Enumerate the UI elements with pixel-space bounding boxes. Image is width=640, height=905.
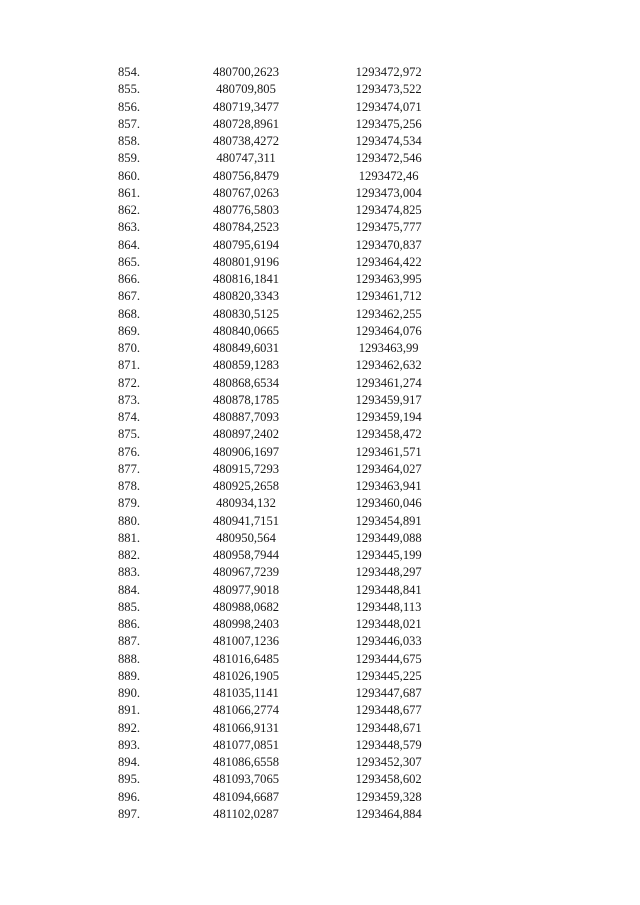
- x-coordinate-cell: 480906,1697: [212, 444, 280, 459]
- x-coordinate-cell: 480840,0665: [212, 323, 280, 338]
- point-number-cell: 886.: [118, 617, 141, 631]
- table-row: [100, 357, 460, 374]
- y-coordinate-cell: 1293448,677: [355, 703, 422, 718]
- x-coordinate-cell: 480816,1841: [212, 272, 280, 286]
- x-coordinate-cell: 480878,1785: [212, 392, 280, 407]
- coordinate-table-body: [100, 64, 460, 823]
- x-coordinate-cell: 480747,311: [216, 151, 276, 166]
- y-coordinate-cell: 1293464,884: [355, 806, 422, 821]
- y-coordinate-cell: 1293461,571: [355, 444, 422, 459]
- coordinate-table: [100, 64, 460, 823]
- y-coordinate-cell: 1293458,602: [355, 772, 422, 787]
- y-coordinate-cell: 1293463,995: [355, 272, 422, 286]
- x-coordinate-cell: 481016,6485: [212, 651, 280, 666]
- table-row: [100, 271, 460, 288]
- table-row: [100, 375, 460, 392]
- x-coordinate-cell: 481026,1905: [212, 668, 280, 683]
- point-number-cell: 897.: [118, 806, 141, 821]
- y-coordinate-cell: 1293449,088: [355, 530, 422, 545]
- x-coordinate-cell: 481077,0851: [212, 737, 280, 752]
- x-coordinate-cell: 480719,3477: [212, 99, 280, 114]
- x-coordinate-cell: 480950,564: [216, 530, 276, 545]
- y-coordinate-cell: 1293448,841: [355, 582, 422, 597]
- x-coordinate-cell: 480756,8479: [212, 168, 280, 183]
- y-coordinate-cell: 1293448,297: [355, 565, 422, 580]
- x-coordinate-cell: 481094,6687: [212, 789, 280, 804]
- y-coordinate-cell: 1293448,579: [355, 737, 422, 752]
- x-coordinate-cell: 480784,2523: [212, 220, 280, 235]
- point-number-cell: 892.: [118, 720, 141, 735]
- x-coordinate-cell: 480709,805: [216, 82, 276, 97]
- point-number-cell: 885.: [118, 599, 141, 614]
- y-coordinate-cell: 1293458,472: [355, 427, 422, 442]
- table-row: [100, 547, 460, 564]
- point-number-cell: 867.: [118, 289, 141, 304]
- point-number-cell: 882.: [118, 548, 141, 562]
- y-coordinate-cell: 1293462,255: [355, 306, 422, 321]
- point-number-cell: 869.: [118, 323, 141, 338]
- point-number-cell: 878.: [118, 479, 141, 493]
- table-row: [100, 633, 460, 650]
- table-row: [100, 513, 460, 530]
- table-row: [100, 720, 460, 737]
- x-coordinate-cell: 480887,7093: [212, 410, 280, 424]
- y-coordinate-cell: 1293470,837: [355, 237, 422, 252]
- point-number-cell: 871.: [118, 358, 141, 373]
- x-coordinate-cell: 480795,6194: [212, 237, 280, 252]
- point-number-cell: 876.: [118, 444, 141, 459]
- table-row: [100, 168, 460, 185]
- x-coordinate-cell: 481086,6558: [212, 755, 280, 769]
- point-number-cell: 854.: [118, 65, 141, 79]
- y-coordinate-cell: 1293464,027: [355, 461, 422, 476]
- x-coordinate-cell: 480820,3343: [212, 289, 280, 304]
- table-row: [100, 185, 460, 202]
- x-coordinate-cell: 481066,2774: [212, 703, 280, 718]
- point-number-cell: 894.: [118, 755, 141, 769]
- table-row: [100, 771, 460, 788]
- y-coordinate-cell: 1293474,534: [355, 134, 422, 148]
- table-row: [100, 288, 460, 305]
- point-number-cell: 887.: [118, 634, 141, 649]
- point-number-cell: 874.: [118, 410, 141, 424]
- point-number-cell: 895.: [118, 772, 141, 787]
- point-number-cell: 891.: [118, 703, 141, 718]
- point-number-cell: 888.: [118, 651, 141, 666]
- x-coordinate-cell: 480934,132: [216, 496, 276, 511]
- x-coordinate-cell: 480967,7239: [212, 565, 280, 580]
- table-row: [100, 219, 460, 236]
- x-coordinate-cell: 480868,6534: [212, 375, 280, 390]
- point-number-cell: 862.: [118, 203, 141, 217]
- x-coordinate-cell: 481102,0287: [213, 806, 279, 821]
- point-number-cell: 855.: [118, 82, 141, 97]
- y-coordinate-cell: 1293464,076: [355, 323, 422, 338]
- point-number-cell: 864.: [118, 237, 141, 252]
- table-row: [100, 616, 460, 633]
- x-coordinate-cell: 480925,2658: [212, 479, 280, 493]
- table-row: [100, 806, 460, 823]
- y-coordinate-cell: 1293448,021: [355, 617, 422, 631]
- x-coordinate-cell: 480767,0263: [212, 185, 280, 200]
- table-row: [100, 202, 460, 219]
- point-number-cell: 872.: [118, 375, 141, 390]
- point-number-cell: 856.: [118, 99, 141, 114]
- x-coordinate-cell: 480830,5125: [212, 306, 280, 321]
- y-coordinate-cell: 1293474,825: [355, 203, 422, 217]
- table-row: [100, 754, 460, 771]
- point-number-cell: 858.: [118, 134, 141, 148]
- table-row: [100, 651, 460, 668]
- point-number-cell: 890.: [118, 686, 141, 700]
- point-number-cell: 896.: [118, 789, 141, 804]
- table-row: [100, 668, 460, 685]
- point-number-cell: 868.: [118, 306, 141, 321]
- y-coordinate-cell: 1293445,225: [355, 668, 422, 683]
- x-coordinate-cell: 480700,2623: [212, 65, 280, 79]
- point-number-cell: 880.: [118, 513, 141, 528]
- point-number-cell: 863.: [118, 220, 141, 235]
- x-coordinate-cell: 480941,7151: [212, 513, 280, 528]
- y-coordinate-cell: 1293472,972: [355, 65, 422, 79]
- x-coordinate-cell: 480728,8961: [212, 116, 280, 131]
- y-coordinate-cell: 1293461,712: [355, 289, 422, 304]
- y-coordinate-cell: 1293444,675: [355, 651, 422, 666]
- y-coordinate-cell: 1293462,632: [355, 358, 422, 373]
- y-coordinate-cell: 1293463,99: [358, 341, 419, 355]
- y-coordinate-cell: 1293473,004: [355, 185, 422, 200]
- table-row: [100, 392, 460, 409]
- table-row: [100, 685, 460, 702]
- table-row: [100, 702, 460, 719]
- y-coordinate-cell: 1293445,199: [355, 548, 422, 562]
- point-number-cell: 881.: [118, 530, 141, 545]
- table-row: [100, 444, 460, 461]
- table-row: [100, 64, 460, 81]
- point-number-cell: 870.: [118, 341, 141, 355]
- point-number-cell: 857.: [118, 116, 141, 131]
- y-coordinate-cell: 1293448,113: [355, 599, 422, 614]
- x-coordinate-cell: 480897,2402: [212, 427, 280, 442]
- x-coordinate-cell: 480776,5803: [212, 203, 280, 217]
- table-row: [100, 495, 460, 512]
- y-coordinate-cell: 1293473,522: [355, 82, 422, 97]
- point-number-cell: 865.: [118, 254, 141, 269]
- x-coordinate-cell: 480801,9196: [212, 254, 280, 269]
- point-number-cell: 861.: [118, 185, 141, 200]
- point-number-cell: 884.: [118, 582, 141, 597]
- y-coordinate-cell: 1293447,687: [355, 686, 422, 700]
- table-row: [100, 530, 460, 547]
- point-number-cell: 866.: [118, 272, 141, 286]
- x-coordinate-cell: 481066,9131: [212, 720, 280, 735]
- point-number-cell: 889.: [118, 668, 141, 683]
- y-coordinate-cell: 1293472,46: [358, 168, 419, 183]
- table-row: [100, 340, 460, 357]
- point-number-cell: 893.: [118, 737, 141, 752]
- table-row: [100, 737, 460, 754]
- table-row: [100, 99, 460, 116]
- table-row: [100, 254, 460, 271]
- x-coordinate-cell: 480915,7293: [212, 461, 280, 476]
- x-coordinate-cell: 480859,1283: [212, 358, 280, 373]
- x-coordinate-cell: 480849,6031: [212, 341, 280, 355]
- y-coordinate-cell: 1293475,777: [355, 220, 422, 235]
- x-coordinate-cell: 480977,9018: [212, 582, 280, 597]
- point-number-cell: 873.: [118, 392, 141, 407]
- point-number-cell: 879.: [118, 496, 141, 511]
- table-row: [100, 599, 460, 616]
- x-coordinate-cell: 480958,7944: [212, 548, 280, 562]
- y-coordinate-cell: 1293446,033: [355, 634, 422, 649]
- x-coordinate-cell: 480988,0682: [212, 599, 280, 614]
- y-coordinate-cell: 1293464,422: [355, 254, 422, 269]
- y-coordinate-cell: 1293474,071: [355, 99, 422, 114]
- table-row: [100, 564, 460, 581]
- y-coordinate-cell: 1293475,256: [355, 116, 422, 131]
- y-coordinate-cell: 1293459,194: [355, 410, 422, 424]
- table-row: [100, 461, 460, 478]
- table-row: [100, 133, 460, 150]
- table-row: [100, 116, 460, 133]
- table-row: [100, 150, 460, 167]
- point-number-cell: 877.: [118, 461, 141, 476]
- y-coordinate-cell: 1293461,274: [355, 375, 422, 390]
- table-row: [100, 81, 460, 98]
- x-coordinate-cell: 481007,1236: [212, 634, 280, 649]
- x-coordinate-cell: 480738,4272: [212, 134, 280, 148]
- table-row: [100, 789, 460, 806]
- point-number-cell: 875.: [118, 427, 141, 442]
- y-coordinate-cell: 1293460,046: [355, 496, 422, 511]
- table-row: [100, 409, 460, 426]
- table-row: [100, 306, 460, 323]
- x-coordinate-cell: 480998,2403: [212, 617, 280, 631]
- table-row: [100, 478, 460, 495]
- y-coordinate-cell: 1293459,328: [355, 789, 422, 804]
- y-coordinate-cell: 1293472,546: [355, 151, 422, 166]
- y-coordinate-cell: 1293459,917: [355, 392, 422, 407]
- table-row: [100, 323, 460, 340]
- y-coordinate-cell: 1293452,307: [355, 755, 422, 769]
- table-row: [100, 426, 460, 443]
- table-row: [100, 582, 460, 599]
- y-coordinate-cell: 1293454,891: [355, 513, 422, 528]
- point-number-cell: 860.: [118, 168, 141, 183]
- y-coordinate-cell: 1293448,671: [355, 720, 422, 735]
- table-row: [100, 237, 460, 254]
- x-coordinate-cell: 481093,7065: [212, 772, 280, 787]
- point-number-cell: 883.: [118, 565, 141, 580]
- x-coordinate-cell: 481035,1141: [213, 686, 279, 700]
- y-coordinate-cell: 1293463,941: [355, 479, 422, 493]
- point-number-cell: 859.: [118, 151, 141, 166]
